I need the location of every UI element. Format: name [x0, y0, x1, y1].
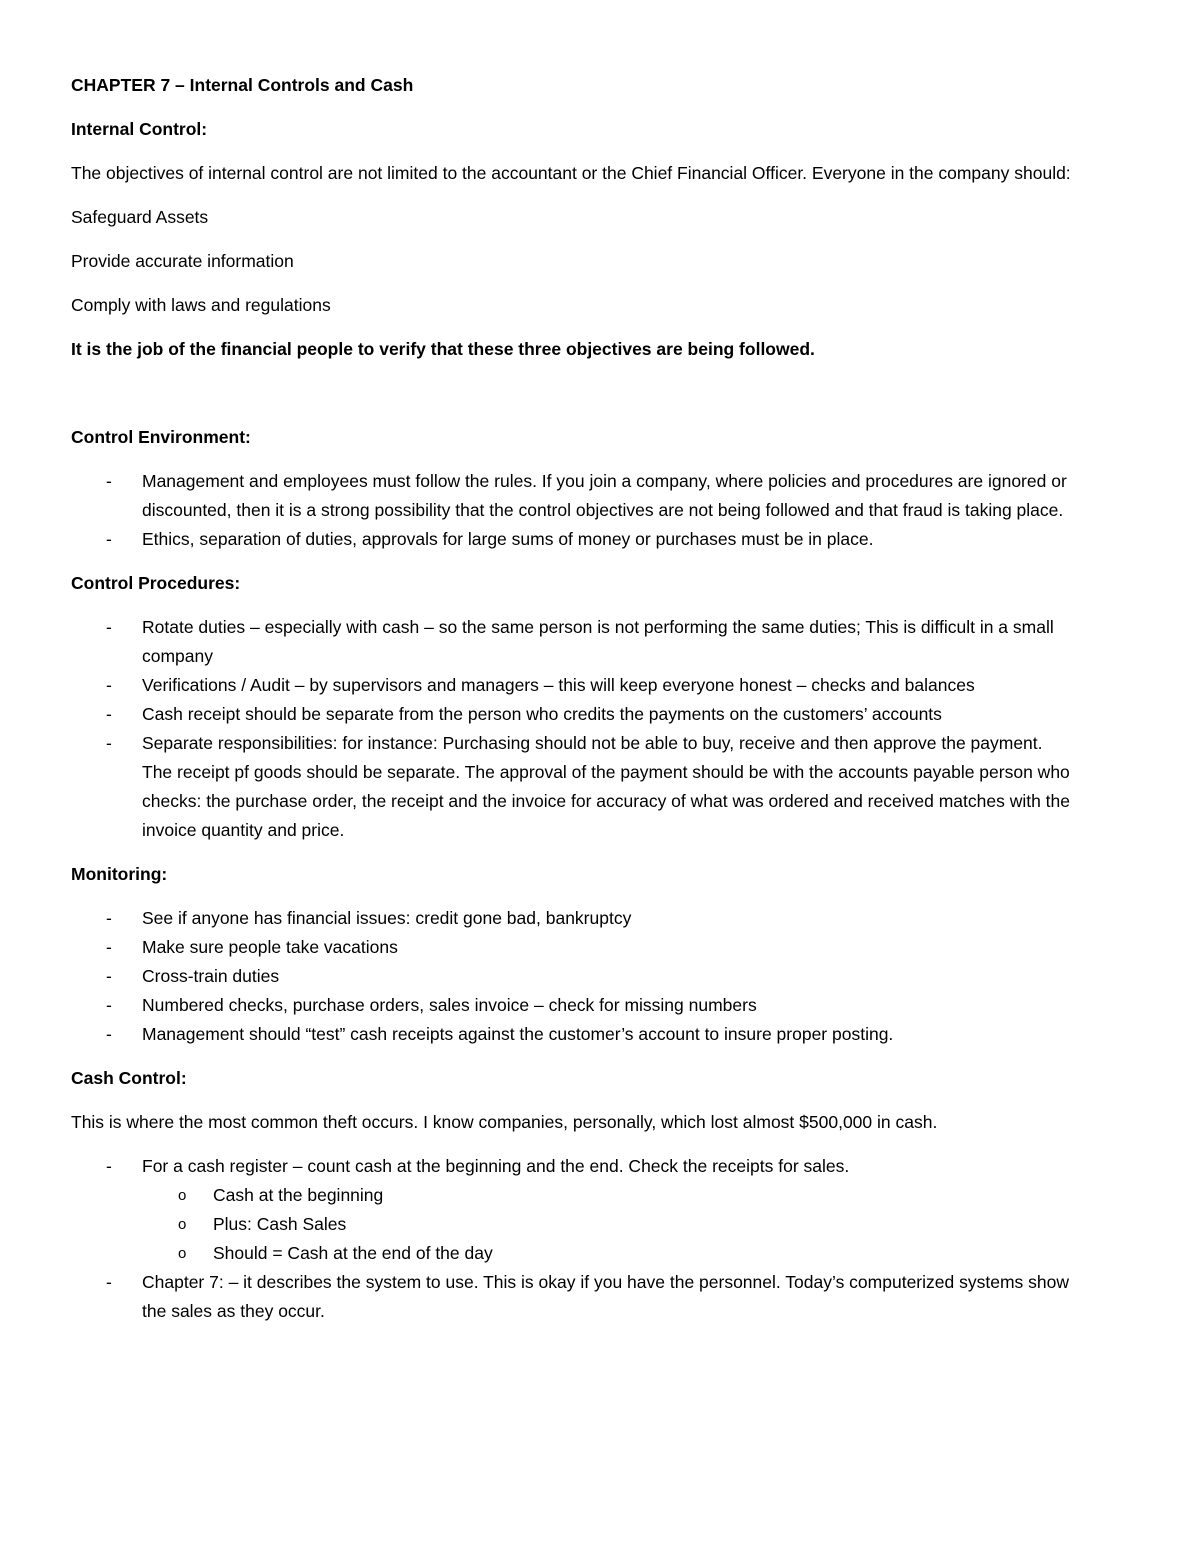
- section-spacer: [71, 379, 1071, 423]
- list-item: [71, 1020, 1071, 1049]
- control-procedures-list: [71, 613, 1071, 845]
- list-item-text: Management should “test” cash receipts against the customer’s account to insure proper posting.: [142, 1024, 894, 1044]
- list-item: [71, 991, 1071, 1020]
- list-item-text: Verifications / Audit – by supervisors and managers – this will keep everyone honest – checks and balances: [142, 675, 975, 695]
- list-item-text: Numbered checks, purchase orders, sales invoice – check for missing numbers: [142, 995, 757, 1015]
- internal-control-intro: The objectives of internal control are not limited to the accountant or the Chief Financial Officer. Everyone in the company should:: [71, 163, 1071, 183]
- cash-control-list: [71, 1152, 1071, 1326]
- sub-list-item: [142, 1210, 1071, 1239]
- dash-marker: -: [106, 1272, 112, 1292]
- dash-marker: -: [106, 966, 112, 986]
- dash-marker: -: [106, 529, 112, 549]
- list-item-text: Cross-train duties: [142, 966, 280, 986]
- dash-marker: -: [106, 617, 112, 637]
- objective-safeguard-assets: Safeguard Assets: [71, 207, 209, 227]
- dash-marker: -: [106, 995, 112, 1015]
- list-item-text: Chapter 7: – it describes the system to use. This is okay if you have the personnel. Today’s computerized systems show the sales as they occur.: [142, 1272, 1069, 1321]
- list-item-text: For a cash register – count cash at the beginning and the end. Check the receipts for sales.: [142, 1156, 850, 1176]
- control-environment-list: [71, 467, 1071, 554]
- sub-list-item-text: Plus: Cash Sales: [213, 1214, 347, 1234]
- monitoring-list: [71, 904, 1071, 1049]
- list-item-text: See if anyone has financial issues: credit gone bad, bankruptcy: [142, 908, 632, 928]
- list-item-text: Separate responsibilities: for instance: Purchasing should not be able to buy, receive and then approve the payment. The receipt pf goods should be separate. The approval of the payment should be with the accounts payable person who checks: the purchase order, the receipt and the invoice for accuracy of what was ordered and received matches with the invoice quantity and price.: [142, 733, 1071, 840]
- dash-marker: -: [106, 471, 112, 491]
- control-procedures-heading: Control Procedures:: [71, 573, 241, 593]
- dash-marker: -: [106, 1156, 112, 1176]
- sub-list-item-text: Should = Cash at the end of the day: [213, 1243, 493, 1263]
- list-item: [71, 904, 1071, 933]
- chapter-title: CHAPTER 7 – Internal Controls and Cash: [71, 75, 414, 95]
- list-item: [71, 933, 1071, 962]
- cash-register-sublist: [142, 1181, 1071, 1268]
- list-item: [71, 700, 1071, 729]
- list-item: [71, 1152, 1071, 1268]
- circle-marker: o: [178, 1187, 187, 1204]
- sub-list-item: [142, 1239, 1071, 1268]
- list-item: [71, 467, 1071, 525]
- monitoring-heading: Monitoring:: [71, 864, 168, 884]
- list-item: [71, 962, 1071, 991]
- objective-comply-laws: Comply with laws and regulations: [71, 295, 331, 315]
- list-item: [71, 729, 1071, 845]
- objective-accurate-information: Provide accurate information: [71, 251, 294, 271]
- list-item-text: Rotate duties – especially with cash – so the same person is not performing the same duties; This is difficult in a small company: [142, 617, 1054, 666]
- list-item-text: Cash receipt should be separate from the person who credits the payments on the customers’ accounts: [142, 704, 942, 724]
- dash-marker: -: [106, 1024, 112, 1044]
- list-item-text: Ethics, separation of duties, approvals for large sums of money or purchases must be in place.: [142, 529, 874, 549]
- sub-list-item-text: Cash at the beginning: [213, 1185, 384, 1205]
- list-item-text: Management and employees must follow the rules. If you join a company, where policies and procedures are ignored or discounted, then it is a strong possibility that the control objectives are not being followed and that fraud is taking place.: [142, 471, 1067, 520]
- cash-control-heading: Cash Control:: [71, 1068, 187, 1088]
- list-item: [71, 1268, 1071, 1326]
- dash-marker: -: [106, 733, 112, 753]
- list-item: [71, 525, 1071, 554]
- internal-control-emphasis: It is the job of the financial people to verify that these three objectives are being followed.: [71, 339, 815, 359]
- list-item: [71, 613, 1071, 671]
- document-body: [71, 71, 1071, 1341]
- internal-control-heading: Internal Control:: [71, 119, 208, 139]
- sub-list-item: [142, 1181, 1071, 1210]
- dash-marker: -: [106, 704, 112, 724]
- dash-marker: -: [106, 937, 112, 957]
- dash-marker: -: [106, 908, 112, 928]
- cash-control-intro: This is where the most common theft occurs. I know companies, personally, which lost almost $500,000 in cash.: [71, 1112, 938, 1132]
- dash-marker: -: [106, 675, 112, 695]
- control-environment-heading: Control Environment:: [71, 427, 251, 447]
- circle-marker: o: [178, 1216, 187, 1233]
- list-item: [71, 671, 1071, 700]
- list-item-text: Make sure people take vacations: [142, 937, 398, 957]
- circle-marker: o: [178, 1245, 187, 1262]
